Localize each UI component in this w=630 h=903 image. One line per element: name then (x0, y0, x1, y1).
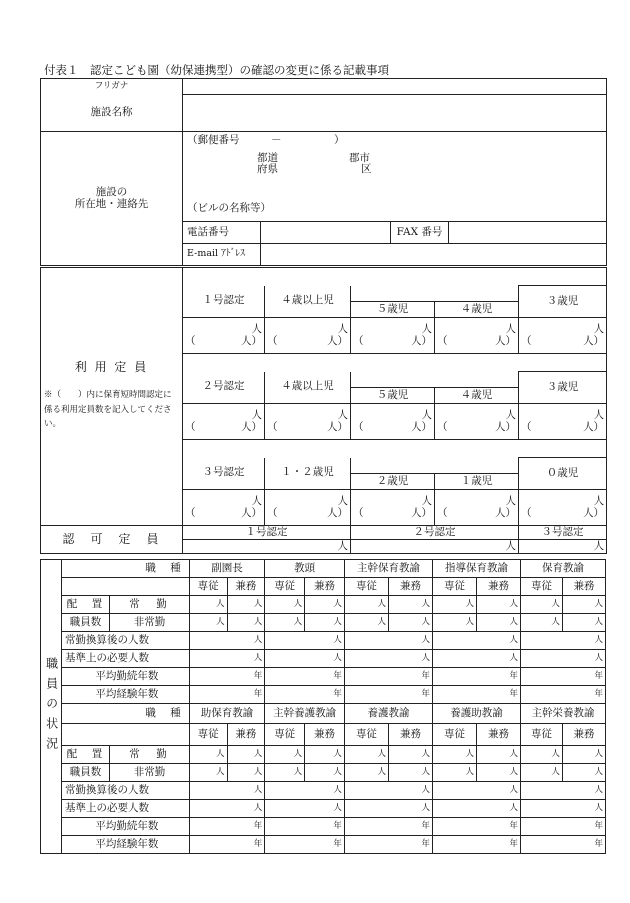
jokin-input[interactable]: 人 (227, 596, 265, 614)
job-jobs_2-0: 助保育教諭 (189, 704, 264, 724)
fax-label: FAX 番号 (391, 222, 449, 244)
jokin-input[interactable]: 人 (189, 746, 227, 764)
capacity-input-1-3[interactable]: 人 （ 人） (435, 404, 519, 440)
kijun-input[interactable]: 人 (344, 650, 432, 668)
jokin-input[interactable]: 人 (476, 746, 520, 764)
hijokin-input[interactable]: 人 (344, 764, 388, 782)
staff-table (40, 559, 606, 854)
shokuin-label: 職員数 (61, 764, 109, 782)
jokin_kanzan-input[interactable]: 人 (265, 782, 345, 800)
kinzoku-input[interactable]: 年 (265, 668, 345, 686)
cert2-age3: ３歳児 (519, 372, 607, 404)
senju-label: 専従 (344, 578, 388, 596)
kijun-label: 基準上の必要人数 (61, 650, 189, 668)
job-jobs_2-4: 主幹栄養教諭 (521, 704, 606, 724)
kijun-input[interactable]: 人 (521, 800, 606, 818)
jokin_kanzan-label: 常勤換算後の人数 (61, 632, 189, 650)
senju-label: 専従 (344, 724, 388, 746)
jokin-input[interactable]: 人 (344, 596, 388, 614)
capacity-input-0-4[interactable]: 人 （ 人） (519, 318, 607, 354)
building-name[interactable]: （ビルの名称等） (183, 198, 607, 222)
kinzoku-input[interactable]: 年 (265, 818, 345, 836)
capacity-input-0-3[interactable]: 人 （ 人） (435, 318, 519, 354)
capacity-label-cell (41, 268, 183, 526)
job-label: 職 種 (61, 704, 189, 724)
hijokin-input[interactable]: 人 (189, 614, 227, 632)
senju-label: 専従 (521, 724, 563, 746)
hijokin-input[interactable]: 人 (521, 614, 563, 632)
jokin-input[interactable]: 人 (305, 596, 345, 614)
kenmu-label: 兼務 (227, 578, 265, 596)
senju-label: 専従 (432, 724, 476, 746)
senju-label: 専従 (432, 578, 476, 596)
senju-label: 専従 (189, 724, 227, 746)
kenmu-label: 兼務 (227, 724, 265, 746)
hijokin-input[interactable]: 人 (432, 614, 476, 632)
cert3-age2: ２歳児 (351, 474, 435, 490)
jokin_kanzan-input[interactable]: 人 (344, 632, 432, 650)
jokin_kanzan-input[interactable]: 人 (265, 632, 345, 650)
keiken-input[interactable]: 年 (189, 836, 264, 854)
kijun-input[interactable]: 人 (265, 800, 345, 818)
keiken-label: 平均経験年数 (61, 836, 189, 854)
approved-label: 認 可 定 員 (41, 526, 183, 554)
jokin_kanzan-input[interactable]: 人 (432, 632, 520, 650)
hijokin-input[interactable]: 人 (388, 614, 432, 632)
address-input[interactable]: （郵便番号 － ） 都道 府県 郡市 区 (183, 132, 607, 198)
job-jobs_1-2: 主幹保育教諭 (344, 560, 432, 578)
keiken-input[interactable]: 年 (432, 836, 520, 854)
haichi-label: 配 置 (61, 746, 109, 764)
cert1-age3: ３歳児 (519, 286, 607, 318)
job-jobs_1-0: 副園長 (189, 560, 264, 578)
senju-label: 専従 (189, 578, 227, 596)
location-label: 施設の 所在地・連絡先 (41, 132, 183, 266)
jokin_kanzan-input[interactable]: 人 (432, 782, 520, 800)
kenmu-label: 兼務 (562, 578, 605, 596)
hijokin-input[interactable]: 人 (476, 614, 520, 632)
keiken-input[interactable]: 年 (344, 686, 432, 704)
capacity-input-2-4[interactable]: 人 （ 人） (519, 490, 607, 526)
jokin-input[interactable]: 人 (388, 596, 432, 614)
jokin-input[interactable]: 人 (521, 746, 563, 764)
kinzoku-input[interactable]: 年 (189, 668, 264, 686)
keiken-label: 平均経験年数 (61, 686, 189, 704)
cert1-age4: ４歳児 (435, 302, 519, 318)
kinzoku-input[interactable]: 年 (521, 818, 606, 836)
hijokin-input[interactable]: 人 (265, 614, 305, 632)
hijokin-input[interactable]: 人 (476, 764, 520, 782)
kenmu-label: 兼務 (562, 724, 605, 746)
staff-side-label: 職員の状況 (41, 560, 62, 854)
kinzoku-input[interactable]: 年 (189, 818, 264, 836)
kinzoku-input[interactable]: 年 (432, 668, 520, 686)
kijun-input[interactable]: 人 (265, 650, 345, 668)
phone-label: 電話番号 (183, 222, 261, 244)
keiken-input[interactable]: 年 (189, 686, 264, 704)
approved-col-1: １号認定 (183, 526, 351, 540)
cert1-label: １号認定 (183, 286, 265, 318)
kijun-input[interactable]: 人 (521, 650, 606, 668)
cert3-age0: ０歳児 (519, 458, 607, 490)
keiken-input[interactable]: 年 (265, 686, 345, 704)
jokin-input[interactable]: 人 (265, 746, 305, 764)
blank-header (61, 724, 189, 746)
kinzoku-input[interactable]: 年 (344, 668, 432, 686)
jokin-input[interactable]: 人 (344, 746, 388, 764)
keiken-input[interactable]: 年 (521, 836, 606, 854)
jokin-input[interactable]: 人 (305, 746, 345, 764)
kenmu-label: 兼務 (476, 724, 520, 746)
hijokin-input[interactable]: 人 (227, 764, 265, 782)
facility-table (40, 78, 607, 266)
haichi-label: 配 置 (61, 596, 109, 614)
kenmu-label: 兼務 (305, 578, 345, 596)
jokin_kanzan-label: 常勤換算後の人数 (61, 782, 189, 800)
approved-col-3: ３号認定 (519, 526, 607, 540)
job-jobs_1-3: 指導保育教諭 (432, 560, 520, 578)
keiken-input[interactable]: 年 (265, 836, 345, 854)
jokin-label: 常 勤 (110, 746, 190, 764)
jokin-input[interactable]: 人 (562, 746, 605, 764)
capacity-input-0-1[interactable]: 人 （ 人） (265, 318, 351, 354)
hijokin-input[interactable]: 人 (562, 614, 605, 632)
cert3-age1: １歳児 (435, 474, 519, 490)
jokin_kanzan-input[interactable]: 人 (521, 782, 606, 800)
cert2-over4: ４歳以上児 (265, 372, 351, 404)
cert3-label: ３号認定 (183, 458, 265, 490)
jokin_kanzan-input[interactable]: 人 (344, 782, 432, 800)
hijokin-input[interactable]: 人 (388, 764, 432, 782)
approved-val-1[interactable]: 人 (183, 540, 351, 554)
kijun-input[interactable]: 人 (432, 800, 520, 818)
capacity-label: 利 用 定 員 (74, 360, 149, 375)
kenmu-label: 兼務 (305, 724, 345, 746)
kinzoku-input[interactable]: 年 (521, 668, 606, 686)
blank-header (61, 578, 189, 596)
capacity-input-2-0[interactable]: 人 （ 人） (183, 490, 265, 526)
jokin_kanzan-input[interactable]: 人 (521, 632, 606, 650)
jokin-input[interactable]: 人 (189, 596, 227, 614)
kinzoku-input[interactable]: 年 (344, 818, 432, 836)
jokin-input[interactable]: 人 (432, 746, 476, 764)
hijokin-input[interactable]: 人 (265, 764, 305, 782)
email-label: E-mail ｱﾄﾞﾚｽ (183, 244, 261, 266)
capacity-input-1-0[interactable]: 人 （ 人） (183, 404, 265, 440)
hijokin-input[interactable]: 人 (562, 764, 605, 782)
kijun-input[interactable]: 人 (344, 800, 432, 818)
capacity-input-2-3[interactable]: 人 （ 人） (435, 490, 519, 526)
hijokin-input[interactable]: 人 (305, 614, 345, 632)
capacity-input-0-2[interactable]: 人 （ 人） (351, 318, 435, 354)
jokin-input[interactable]: 人 (227, 746, 265, 764)
email-input[interactable] (261, 244, 607, 266)
jokin-input[interactable]: 人 (521, 596, 563, 614)
form-title: 付表１ 認定こども園（幼保連携型）の確認の変更に係る記載事項 (44, 63, 389, 77)
phone-input[interactable] (261, 222, 391, 244)
kenmu-label: 兼務 (476, 578, 520, 596)
facility-name-input[interactable] (183, 95, 607, 132)
jokin-input[interactable]: 人 (432, 596, 476, 614)
cert2-label: ２号認定 (183, 372, 265, 404)
senju-label: 専従 (265, 724, 305, 746)
furigana-label: フリガナ (41, 79, 183, 95)
hijokin-input[interactable]: 人 (227, 614, 265, 632)
hijokin-label: 非常勤 (110, 614, 190, 632)
job-jobs_2-3: 養護助教諭 (432, 704, 520, 724)
postal-code: （郵便番号 － ） (187, 134, 345, 146)
capacity-input-1-2[interactable]: 人 （ 人） (351, 404, 435, 440)
jokin_kanzan-input[interactable]: 人 (189, 632, 264, 650)
cert2-age5: ５歳児 (351, 388, 435, 404)
capacity-input-2-1[interactable]: 人 （ 人） (265, 490, 351, 526)
capacity-table (40, 267, 607, 554)
jokin-input[interactable]: 人 (562, 596, 605, 614)
hijokin-input[interactable]: 人 (344, 614, 388, 632)
capacity-note: ※（ ）内に保育短時間認定に係る利用定員数を記入してください。 (44, 390, 172, 430)
approved-val-2[interactable]: 人 (351, 540, 519, 554)
cert3-under3: １・２歳児 (265, 458, 351, 490)
hijokin-input[interactable]: 人 (189, 764, 227, 782)
kijun-input[interactable]: 人 (189, 800, 264, 818)
job-jobs_2-2: 養護教諭 (344, 704, 432, 724)
hijokin-input[interactable]: 人 (521, 764, 563, 782)
hijokin-label: 非常勤 (110, 764, 190, 782)
approved-val-3[interactable]: 人 (519, 540, 607, 554)
jokin_kanzan-input[interactable]: 人 (189, 782, 264, 800)
jokin-label: 常 勤 (110, 596, 190, 614)
cert1-age5: ５歳児 (351, 302, 435, 318)
hijokin-input[interactable]: 人 (432, 764, 476, 782)
job-jobs_1-4: 保育教諭 (521, 560, 606, 578)
jokin-input[interactable]: 人 (265, 596, 305, 614)
approved-col-2: ２号認定 (351, 526, 519, 540)
capacity-input-1-1[interactable]: 人 （ 人） (265, 404, 351, 440)
senju-label: 専従 (521, 578, 563, 596)
kijun-label: 基準上の必要人数 (61, 800, 189, 818)
keiken-input[interactable]: 年 (432, 686, 520, 704)
cert1-over4: ４歳以上児 (265, 286, 351, 318)
kinzoku-label: 平均勤続年数 (61, 818, 189, 836)
job-jobs_1-1: 教頭 (265, 560, 345, 578)
kenmu-label: 兼務 (388, 578, 432, 596)
kijun-input[interactable]: 人 (189, 650, 264, 668)
kinzoku-input[interactable]: 年 (432, 818, 520, 836)
keiken-input[interactable]: 年 (344, 836, 432, 854)
jokin-input[interactable]: 人 (388, 746, 432, 764)
facility-name-label: 施設名称 (41, 95, 183, 132)
capacity-input-1-4[interactable]: 人 （ 人） (519, 404, 607, 440)
jokin-input[interactable]: 人 (476, 596, 520, 614)
senju-label: 専従 (265, 578, 305, 596)
keiken-input[interactable]: 年 (521, 686, 606, 704)
capacity-input-0-0[interactable]: 人 （ 人） (183, 318, 265, 354)
fax-input[interactable] (449, 222, 607, 244)
cert2-age4: ４歳児 (435, 388, 519, 404)
furigana-input[interactable] (183, 79, 607, 95)
kinzoku-label: 平均勤続年数 (61, 668, 189, 686)
capacity-input-2-2[interactable]: 人 （ 人） (351, 490, 435, 526)
kenmu-label: 兼務 (388, 724, 432, 746)
job-label: 職 種 (61, 560, 189, 578)
kijun-input[interactable]: 人 (432, 650, 520, 668)
hijokin-input[interactable]: 人 (305, 764, 345, 782)
shokuin-label: 職員数 (61, 614, 109, 632)
job-jobs_2-1: 主幹養護教諭 (265, 704, 345, 724)
